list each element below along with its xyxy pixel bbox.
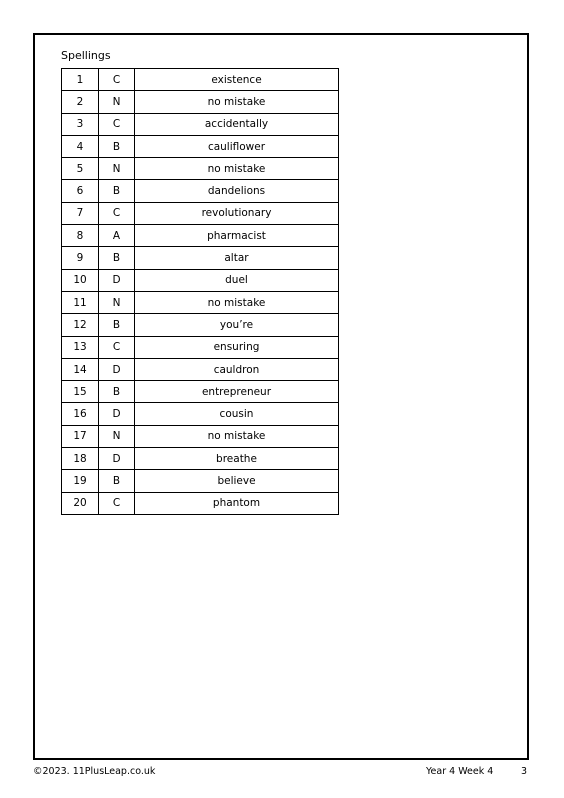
answer-letter-cell: C (99, 69, 135, 91)
question-number-cell: 19 (62, 470, 99, 492)
answer-letter-cell: D (99, 358, 135, 380)
answer-word-cell: no mistake (135, 91, 339, 113)
answer-letter-cell: D (99, 269, 135, 291)
table-row (62, 158, 339, 180)
table-row (62, 470, 339, 492)
question-number-cell: 12 (62, 314, 99, 336)
answer-word-cell: pharmacist (135, 225, 339, 247)
footer-page-number: 3 (521, 766, 528, 777)
table-row (62, 247, 339, 269)
answer-letter-cell: B (99, 470, 135, 492)
answer-word-cell: entrepreneur (135, 381, 339, 403)
answer-word-cell: revolutionary (135, 202, 339, 224)
question-number-cell: 10 (62, 269, 99, 291)
answer-word-cell: altar (135, 247, 339, 269)
answer-word-cell: believe (135, 470, 339, 492)
answer-word-cell: you’re (135, 314, 339, 336)
table-row (62, 425, 339, 447)
answer-letter-cell: N (99, 158, 135, 180)
question-number-cell: 14 (62, 358, 99, 380)
question-number-cell: 13 (62, 336, 99, 358)
table-row (62, 269, 339, 291)
answer-letter-cell: B (99, 314, 135, 336)
answer-word-cell: cousin (135, 403, 339, 425)
question-number-cell: 5 (62, 158, 99, 180)
question-number-cell: 3 (62, 113, 99, 135)
question-number-cell: 18 (62, 448, 99, 470)
answer-letter-cell: B (99, 180, 135, 202)
answer-word-cell: ensuring (135, 336, 339, 358)
table-row (62, 492, 339, 514)
question-number-cell: 15 (62, 381, 99, 403)
answer-word-cell: existence (135, 69, 339, 91)
answer-word-cell: cauliflower (135, 135, 339, 157)
question-number-cell: 17 (62, 425, 99, 447)
question-number-cell: 9 (62, 247, 99, 269)
answer-letter-cell: B (99, 135, 135, 157)
answer-letter-cell: A (99, 225, 135, 247)
table-row (62, 336, 339, 358)
question-number-cell: 8 (62, 225, 99, 247)
section-title: Spellings (61, 49, 111, 62)
answer-letter-cell: D (99, 448, 135, 470)
footer-copyright: ©2023. 11PlusLeap.co.uk (33, 766, 156, 777)
table-row (62, 180, 339, 202)
answer-letter-cell: N (99, 291, 135, 313)
question-number-cell: 7 (62, 202, 99, 224)
question-number-cell: 4 (62, 135, 99, 157)
answer-word-cell: no mistake (135, 158, 339, 180)
table-row (62, 225, 339, 247)
answer-letter-cell: C (99, 492, 135, 514)
table-row (62, 448, 339, 470)
answer-letter-cell: C (99, 113, 135, 135)
answer-letter-cell: N (99, 91, 135, 113)
table-row (62, 135, 339, 157)
answer-letter-cell: B (99, 247, 135, 269)
table-row (62, 291, 339, 313)
table-row (62, 314, 339, 336)
answer-letter-cell: N (99, 425, 135, 447)
question-number-cell: 1 (62, 69, 99, 91)
question-number-cell: 6 (62, 180, 99, 202)
table-row (62, 381, 339, 403)
answers-table (61, 68, 339, 515)
footer-week-label: Year 4 Week 4 (426, 766, 494, 777)
table-row (62, 403, 339, 425)
table-row (62, 358, 339, 380)
question-number-cell: 2 (62, 91, 99, 113)
answer-word-cell: breathe (135, 448, 339, 470)
answer-letter-cell: B (99, 381, 135, 403)
question-number-cell: 20 (62, 492, 99, 514)
table-row (62, 69, 339, 91)
answer-word-cell: accidentally (135, 113, 339, 135)
table-row (62, 202, 339, 224)
answer-word-cell: phantom (135, 492, 339, 514)
answers-table-body (62, 69, 339, 515)
answer-word-cell: no mistake (135, 291, 339, 313)
answer-letter-cell: D (99, 403, 135, 425)
answer-word-cell: cauldron (135, 358, 339, 380)
question-number-cell: 16 (62, 403, 99, 425)
table-row (62, 113, 339, 135)
answer-word-cell: no mistake (135, 425, 339, 447)
answer-word-cell: duel (135, 269, 339, 291)
answer-word-cell: dandelions (135, 180, 339, 202)
answer-letter-cell: C (99, 202, 135, 224)
question-number-cell: 11 (62, 291, 99, 313)
answer-letter-cell: C (99, 336, 135, 358)
table-row (62, 91, 339, 113)
